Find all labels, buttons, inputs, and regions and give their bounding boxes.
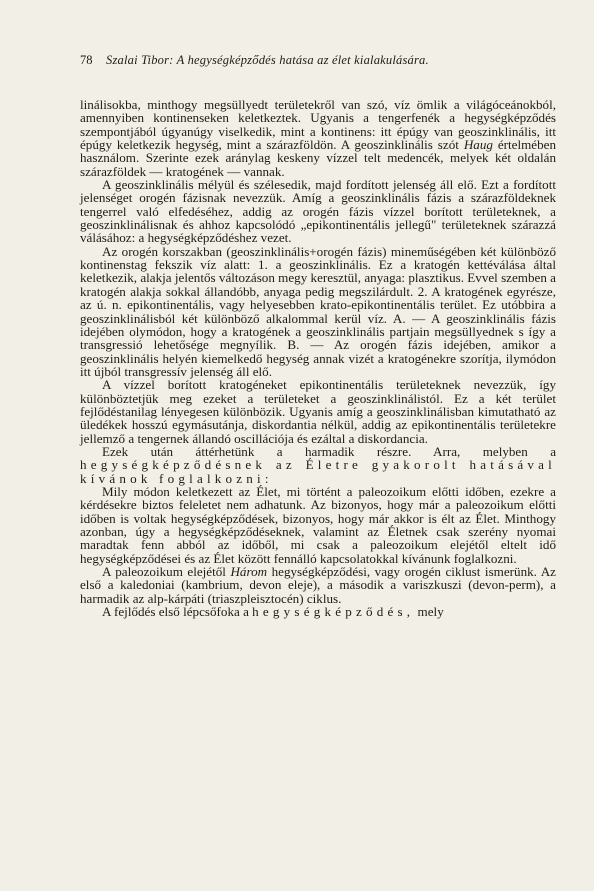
paragraph-7: A paleozoikum elejétől Három hegységképződési, vagy orogén ciklust ismerünk. Az első a kaledoniai (kambrium, devon eleje), a második a variszkuszi (devon-perm), a harmadik az alp-kárpáti (triaszpleisztocén) ciklus. [80, 564, 556, 606]
page-number: 78 [80, 53, 93, 67]
spaced-emphasis: hegységképződés, [252, 604, 415, 620]
paragraph-5: Ezek után áttérhetünk a harmadik részre. Arra, melyben a hegységképződésnek az Életre gyakorolt hatásával kívánok foglalkozni: [80, 443, 556, 486]
body-text [80, 98, 556, 618]
paragraph-1: linálisokba, minthogy megsüllyedt területekről van szó, víz ömlik a világóceánokból, amennyiben kontinenseken keletkeztek. Ugyanis a tengerfenék a hegységképződés szempontjából úgyanúgy viselkedik, mint a kontinens: itt épúgy van geoszinklinális, itt épúgy keletkezik hegység, mint a szárazföldön. A geoszinklinális szót Haug értelmében használom. Szerinte ezek aránylag keskeny vízzel telt medencék, melyek két oldalán szárazföldek — kratogének — vannak. [80, 97, 556, 179]
paragraph-2: A geoszinklinális mélyül és szélesedik, majd fordított jelenség áll elő. Ezt a fordított jelenséget orogén fázisnak nevezzük. Amíg a geoszinklinális fázis a szárazföldeknek tengerrel való elfedéséhez, addig az orogén fázis vízzel borított területeknek, a geoszinklinálisnak és ahhoz kapcsolódó „epikontinentális jellegű" területeknek szárazzá válásához: a hegységképződéshez vezet. [80, 177, 556, 246]
spaced-emphasis: hegységképződésnek az Életre gyakorolt hatásával kívánok foglalkozni: [80, 457, 556, 486]
paragraph-3: Az orogén korszakban (geoszinklinális+orogén fázis) mineműségében két különböző kontinenstag fekszik víz alatt: 1. a geoszinklinális. Ez a kratogén kettéválása által keletkezik, alakja jelentős változáson megy keresztül, anyaga: plasztikus. Evvel szemben a kratogén alakja sokkal állandóbb, anyaga pedig megszilárdult. 2. A kratogének egyrésze, az ú. n. epikontinentális, vagy helyesebben krato-epikontinentális terület. Ez utóbbira a geoszinklinálisból két különböző alkalommal kerül víz. A. — A geoszinklinális fázis idejében olymódon, hogy a kratogének a geoszinklinális partjain megsüllyednek s így a transgressió lehetősége megnyílik. B. — Az orogén fázis idejében, amikor a geoszinklinális helyén kiemelkedő hegység annak vizét a kratogénekre szorítja, ilymódon itt újból transgressív jelenség áll elő. [80, 243, 556, 379]
page-header [80, 52, 556, 68]
paragraph-4: A vízzel borított kratogéneket epikontinentális területeknek nevezzük, így különböztetjük meg ezeket a területeket a geoszinklinálistól. Ez a két terület fejlődéstanilag lényegesen különbözik. Ugyanis amíg a geoszinklinálisban kimutatható az üledékek hosszú egymásutánja, diskordantia nélkül, addig az epikontinentális területekre jellemző a tengernek állandó oscillációja és ezáltal a diskordancia. [80, 377, 556, 446]
paragraph-6: Mily módon keletkezett az Élet, mi történt a paleozoikum előtti időben, ezekre a kérdésekre biztos feleletet nem adhatunk. Az bizonyos, hogy már a paleozoikum előtti időben is voltak hegységképződések, bizonyos, hogy már akkor is élt az Élet. Minthogy azonban, úgy a hegységképződéseknek, valamint az Életnek csak szerény nyomai maradtak fenn abból az időből, mi csak a paleozoikum elejétől eltelt idő hegységképződései és az Élet között fennálló kapcsolatokkal kívánunk foglalkozni. [80, 483, 556, 566]
running-title: Szalai Tibor: A hegységképződés hatása az élet kialakulására. [106, 53, 429, 67]
paragraph-8: A fejlődés első lépcsőfoka a hegységképződés, mely [102, 604, 444, 620]
